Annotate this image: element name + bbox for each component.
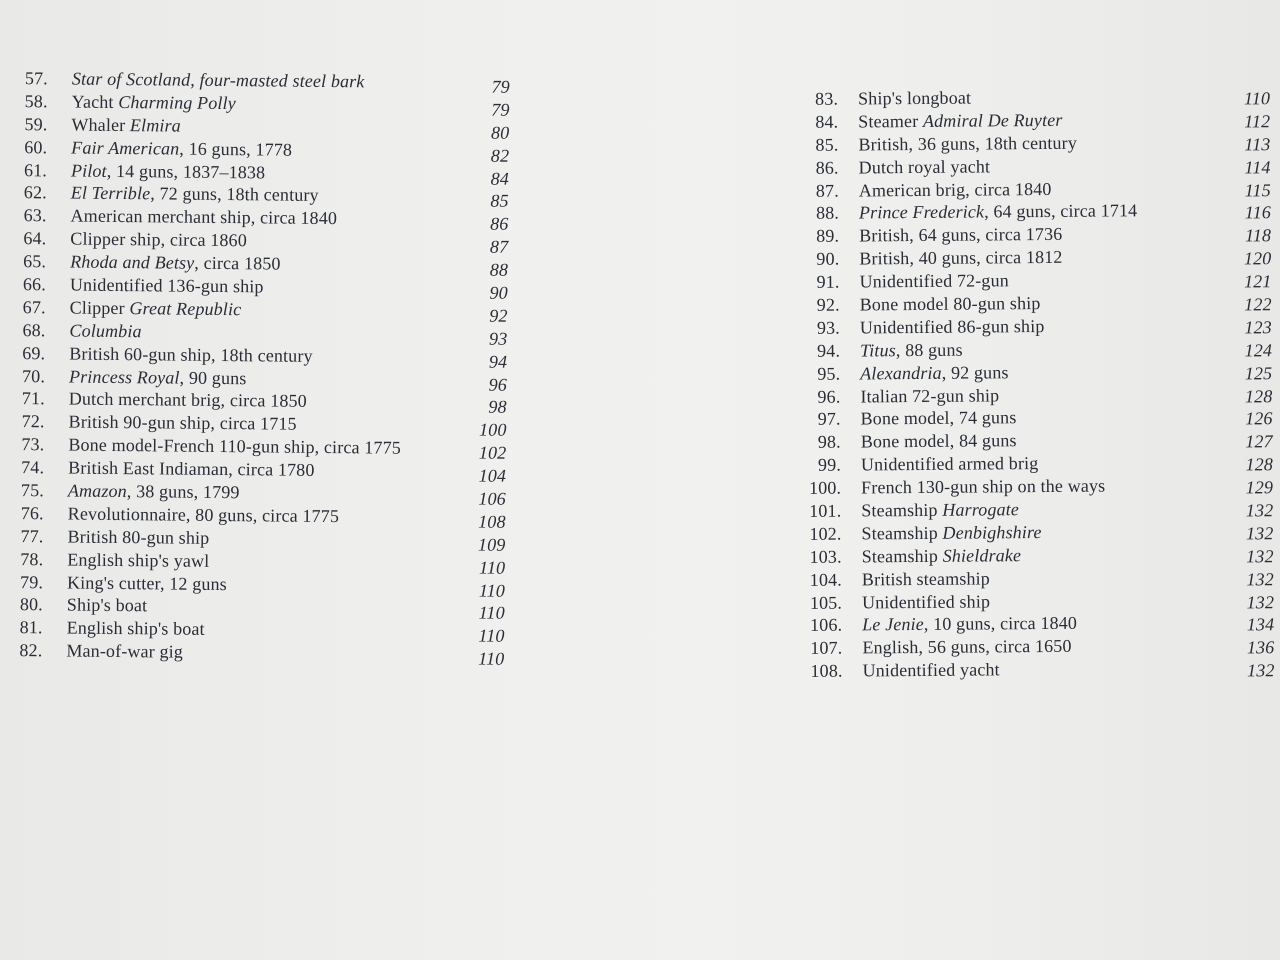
plate-number: 94.: [817, 340, 841, 361]
page-number: 112: [1244, 111, 1271, 132]
plate-title: British East Indiaman, circa 1780: [68, 457, 315, 481]
plate-number: 104.: [809, 569, 842, 590]
plate-number: 71.: [21, 388, 45, 409]
plate-title: Rhoda and Betsy, circa 1850: [70, 251, 281, 274]
plate-title: Columbia: [69, 320, 142, 342]
page-number: 108: [478, 511, 506, 532]
plate-title: Amazon, 38 guns, 1799: [67, 480, 240, 503]
plate-number: 89.: [816, 225, 840, 247]
plate-title: British, 64 guns, circa 1736: [859, 224, 1063, 246]
page-number: 124: [1244, 340, 1273, 361]
page-number: 79: [491, 99, 510, 120]
plate-number: 68.: [22, 319, 46, 341]
page-number: 132: [1246, 591, 1275, 613]
page-number: 116: [1244, 202, 1272, 223]
plate-number: 92.: [816, 294, 840, 315]
page-number: 80: [490, 122, 510, 143]
plate-title: Prince Frederick, 64 guns, circa 1714: [858, 200, 1138, 223]
plate-title: American brig, circa 1840: [858, 178, 1052, 201]
plate-number: 105.: [809, 592, 843, 613]
list-of-plates-left-column: [8, 67, 514, 667]
plate-title: American merchant ship, circa 1840: [70, 205, 338, 229]
plate-title: Le Jenie, 10 guns, circa 1840: [862, 613, 1078, 635]
page-number: 96: [488, 374, 508, 395]
plate-number: 108.: [810, 660, 843, 682]
plate-number: 102.: [809, 523, 842, 544]
page-number: 128: [1244, 385, 1273, 406]
page-number: 113: [1244, 133, 1271, 155]
plate-number: 67.: [22, 297, 46, 318]
plate-number: 97.: [817, 409, 841, 430]
plate-number: 60.: [24, 136, 48, 157]
page-number: 106: [478, 488, 506, 509]
plate-title: Bone model 80-gun ship: [859, 293, 1041, 315]
plate-number: 100.: [808, 477, 842, 498]
page-number: 109: [477, 534, 506, 555]
plate-number: 73.: [21, 434, 45, 455]
page-number: 84: [490, 168, 510, 189]
plate-number: 83.: [815, 88, 839, 109]
plate-title: Unidentified 136-gun ship: [69, 274, 264, 297]
page-number: 114: [1244, 156, 1271, 178]
plate-title: Princess Royal, 90 guns: [68, 366, 247, 388]
plate-number: 63.: [23, 205, 47, 226]
list-item: [8, 639, 508, 667]
page-number: 110: [478, 557, 506, 578]
page-number: 132: [1247, 660, 1275, 681]
plate-title: Unidentified ship: [861, 591, 991, 613]
page-number: 110: [478, 648, 505, 669]
plate-number: 69.: [22, 342, 46, 364]
page-number: 110: [478, 602, 505, 624]
plate-title: Ship's boat: [66, 595, 148, 616]
plate-title: British 60-gun ship, 18th century: [69, 343, 313, 366]
plate-number: 81.: [19, 617, 43, 638]
plate-number: 80.: [19, 594, 43, 615]
page-number: 136: [1246, 637, 1275, 658]
plate-title: British 80-gun ship: [67, 526, 210, 548]
plate-title: Clipper ship, circa 1860: [70, 228, 248, 251]
plate-title: Steamship Shieldrake: [861, 544, 1022, 567]
plate-title: English ship's boat: [66, 617, 205, 640]
plate-title: Man-of-war gig: [66, 640, 184, 662]
plate-title: King's cutter, 12 guns: [66, 572, 227, 594]
plate-number: 78.: [20, 548, 44, 570]
plate-title: Steamship Harrogate: [861, 499, 1020, 521]
plate-number: 85.: [815, 134, 839, 155]
plate-title: Unidentified armed brig: [860, 453, 1039, 475]
plate-title: Bone model-French 110-gun ship, circa 1775: [68, 434, 402, 458]
page-number: 85: [490, 191, 509, 212]
plate-title: Steamer Admiral De Ruyter: [858, 109, 1063, 132]
plate-number: 79.: [20, 571, 44, 592]
plate-number: 101.: [809, 500, 842, 521]
plate-title: Clipper Great Republic: [69, 297, 242, 320]
plate-number: 72.: [21, 411, 45, 432]
plate-number: 66.: [22, 274, 47, 295]
page-number: 82: [490, 145, 510, 166]
plate-title: Dutch merchant brig, circa 1850: [68, 389, 307, 412]
plate-title: Bone model, 84 guns: [860, 430, 1017, 452]
page-number: 79: [491, 76, 510, 97]
page-number: 115: [1244, 179, 1271, 200]
plate-number: 88.: [815, 203, 840, 224]
page-number: 90: [489, 282, 508, 303]
page-number: 100: [478, 419, 507, 441]
page-number: 88: [489, 259, 509, 280]
plate-title: British, 36 guns, 18th century: [858, 132, 1078, 155]
plate-number: 61.: [23, 159, 48, 180]
page-number: 122: [1244, 294, 1272, 315]
plate-number: 93.: [816, 317, 840, 338]
plate-number: 106.: [810, 615, 843, 636]
page-number: 128: [1245, 454, 1274, 475]
page-number: 102: [478, 442, 507, 463]
plate-number: 87.: [815, 180, 839, 201]
page-number: 104: [478, 465, 507, 486]
page-number: 132: [1245, 523, 1274, 544]
plate-title: French 130-gun ship on the ways: [861, 475, 1106, 498]
plate-title: Revolutionnaire, 80 guns, circa 1775: [67, 503, 340, 527]
plate-title: Steamship Denbighshire: [861, 521, 1042, 544]
plate-number: 86.: [815, 157, 839, 178]
plate-title: Italian 72-gun ship: [860, 384, 1000, 407]
plate-title: Unidentified 86-gun ship: [859, 315, 1045, 338]
plate-number: 95.: [817, 363, 841, 384]
plate-number: 70.: [21, 365, 46, 386]
plate-title: Pilot, 14 guns, 1837–1838: [70, 160, 266, 182]
plate-number: 84.: [815, 111, 839, 132]
page-number: 125: [1244, 362, 1273, 384]
page-number: 134: [1246, 614, 1275, 635]
plate-title: English, 56 guns, circa 1650: [862, 636, 1072, 658]
plate-number: 65.: [23, 251, 47, 272]
plate-title: Titus, 88 guns: [859, 339, 963, 361]
plate-number: 98.: [817, 431, 841, 453]
page-number: 126: [1245, 408, 1273, 429]
plate-number: 59.: [24, 113, 48, 135]
page-number: 110: [478, 580, 506, 601]
page-number: 120: [1243, 248, 1272, 269]
plate-title: English ship's yawl: [67, 549, 210, 571]
plate-title: British steamship: [861, 568, 990, 590]
page-number: 110: [478, 625, 505, 647]
plate-number: 75.: [20, 480, 45, 501]
plate-number: 91.: [816, 271, 840, 292]
page-number: 86: [490, 213, 509, 235]
plate-number: 64.: [23, 228, 47, 249]
plate-title: El Terrible, 72 guns, 18th century: [70, 183, 319, 206]
plate-number: 99.: [817, 454, 842, 476]
page-number: 132: [1246, 546, 1274, 567]
page-number: 118: [1244, 225, 1272, 246]
plate-number: 77.: [20, 525, 44, 547]
plate-number: 90.: [816, 248, 840, 270]
plate-title: British, 40 guns, circa 1812: [859, 247, 1063, 269]
plate-number: 76.: [20, 503, 44, 524]
plate-title: Yacht Charming Polly: [71, 91, 236, 114]
plate-title: Whaler Elmira: [71, 114, 181, 136]
plate-number: 74.: [21, 457, 45, 478]
list-of-plates-right-column: [788, 84, 1277, 683]
plate-title: Alexandria, 92 guns: [860, 361, 1009, 384]
page-number: 127: [1245, 431, 1273, 452]
plate-number: 107.: [810, 637, 843, 659]
plate-title: Fair American, 16 guns, 1778: [71, 137, 293, 160]
page-number: 94: [488, 351, 508, 372]
plate-title: Unidentified yacht: [862, 659, 1000, 681]
plate-title: British 90-gun ship, circa 1715: [68, 411, 297, 435]
page-number: 92: [489, 305, 508, 326]
plate-number: 82.: [19, 640, 43, 661]
plate-number: 62.: [23, 182, 47, 203]
page-number: 132: [1245, 500, 1274, 521]
list-item: [792, 656, 1276, 683]
page-number: 110: [1243, 88, 1271, 109]
plate-title: Bone model, 74 guns: [860, 407, 1017, 429]
plate-number: 58.: [24, 90, 48, 112]
plate-number: 103.: [809, 546, 842, 567]
plate-title: Unidentified 72-gun: [859, 270, 1009, 292]
plate-title: Star of Scotland, four-masted steel bark: [71, 68, 365, 92]
page-number: 98: [488, 397, 507, 418]
page-number: 132: [1246, 568, 1274, 590]
page-number: 93: [489, 328, 508, 349]
page-number: 121: [1244, 271, 1272, 292]
page-number: 123: [1244, 317, 1272, 338]
plate-title: Ship's longboat: [858, 87, 972, 109]
plate-number: 96.: [817, 386, 841, 407]
plate-number: 57.: [24, 68, 48, 89]
page-number: 87: [489, 236, 509, 257]
page-number: 129: [1245, 477, 1274, 498]
plate-title: Dutch royal yacht: [858, 156, 991, 178]
